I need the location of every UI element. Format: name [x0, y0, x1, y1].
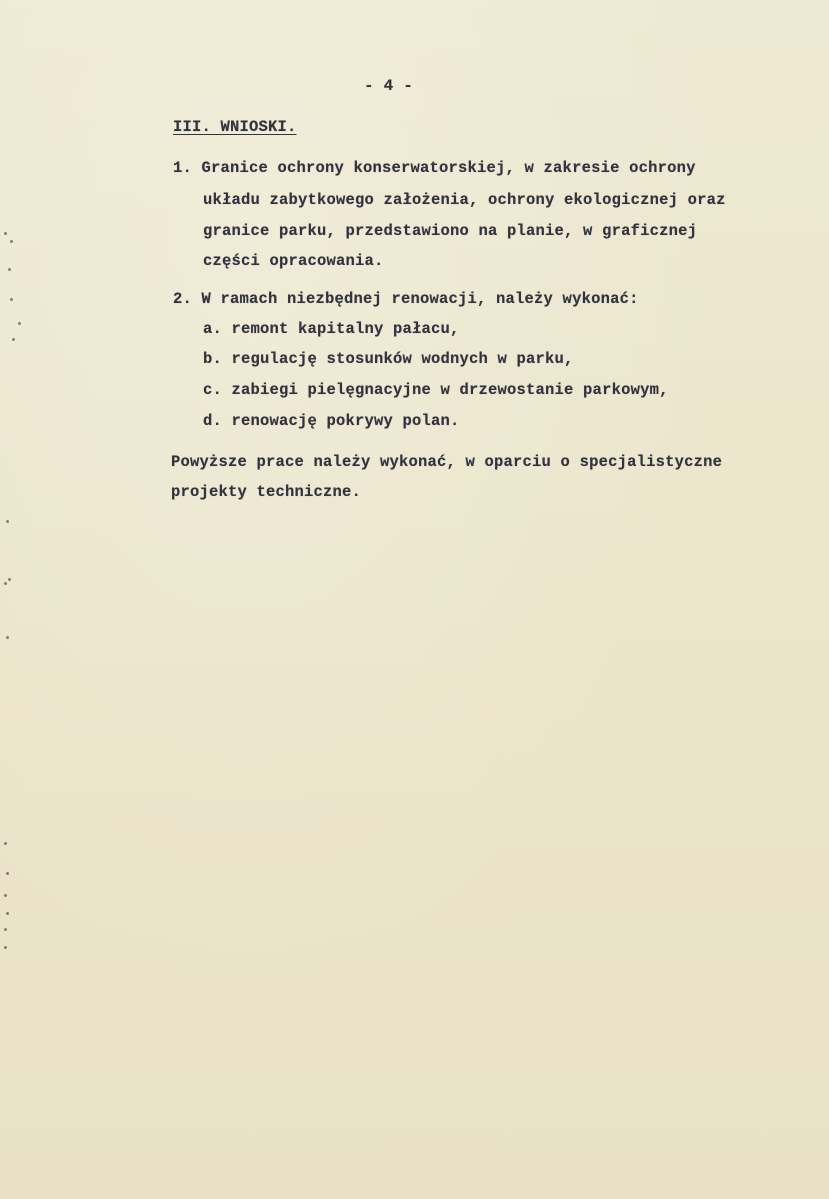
point2-item-d: d. renowację pokrywy polan.	[203, 412, 460, 430]
point1-line2: układu zabytkowego założenia, ochrony ekologicznej oraz	[203, 191, 726, 209]
closing-line2: projekty techniczne.	[171, 483, 362, 501]
point2-intro: 2. W ramach niezbędnej renowacji, należy wykonać:	[173, 290, 639, 308]
point2-item-a: a. remont kapitalny pałacu,	[203, 320, 460, 338]
point2-item-c: c. zabiegi pielęgnacyjne w drzewostanie parkowym,	[203, 381, 669, 399]
point1-line3: granice parku, przedstawiono na planie, w graficznej	[203, 222, 698, 240]
point1-line4: części opracowania.	[203, 252, 384, 270]
section-heading: III. WNIOSKI.	[173, 118, 297, 136]
point1-line1: 1. Granice ochrony konserwatorskiej, w zakresie ochrony	[173, 159, 696, 177]
closing-line1: Powyższe prace należy wykonać, w oparciu o specjalistyczne	[171, 453, 723, 471]
point2-item-b: b. regulację stosunków wodnych w parku,	[203, 350, 574, 368]
page-number: - 4 -	[364, 77, 414, 95]
